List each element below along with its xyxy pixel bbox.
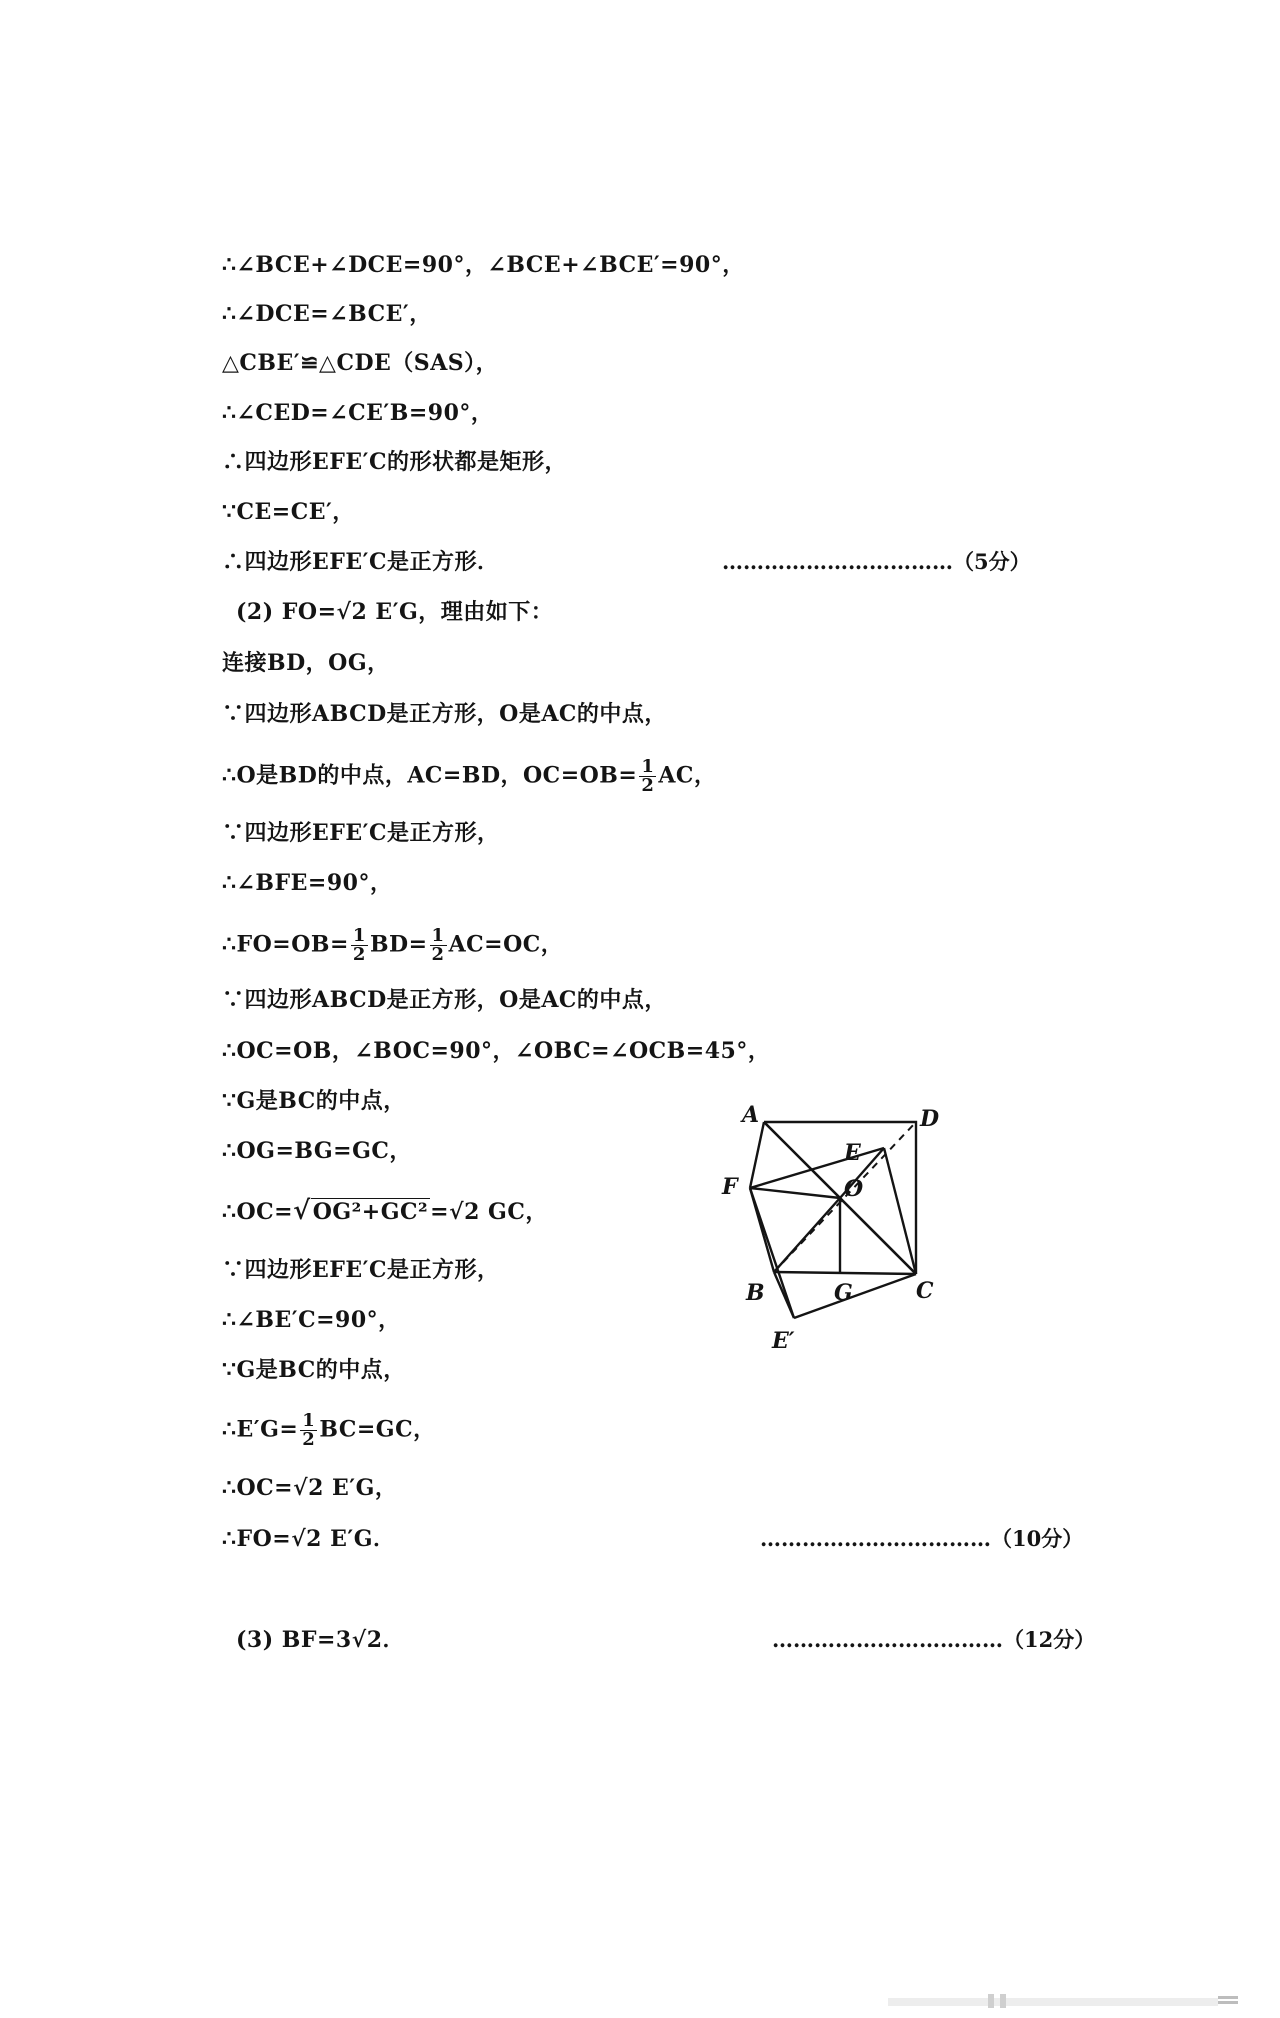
page-footer-bar xyxy=(888,1992,1248,2010)
solution-text: ∴E′G= xyxy=(222,1416,299,1443)
fraction-den: 2 xyxy=(641,775,655,796)
solution-line: ∵四边形EFE′C是正方形， xyxy=(222,820,500,846)
solution-line: ∴四边形EFE′C的形状都是矩形， xyxy=(222,449,567,475)
label-F: F xyxy=(722,1174,738,1200)
radical-sign: √ xyxy=(293,1196,311,1226)
solution-line-sqrt xyxy=(222,1196,548,1227)
solution-line: 连接BD，OG， xyxy=(222,650,390,676)
solution-text: ∴O是BD的中点，AC=BD，OC=OB= xyxy=(222,762,638,789)
solution-line: ∴OC=√2 E′G， xyxy=(222,1475,398,1501)
solution-text: AC， xyxy=(658,762,717,789)
label-O: O xyxy=(844,1176,864,1202)
part2-heading: (2) FO=√2 E′G，理由如下： xyxy=(236,599,554,625)
score-12: ……………………………（12分） xyxy=(772,1627,1096,1652)
solution-line: △CBE′≌△CDE（SAS）， xyxy=(222,350,499,376)
solution-line: ∵G是BC的中点， xyxy=(222,1357,406,1383)
solution-line: ∴OG=BG=GC， xyxy=(222,1138,412,1164)
label-A: A xyxy=(742,1102,760,1128)
solution-line: ∴∠CED=∠CE′B=90°， xyxy=(222,400,494,426)
solution-text: =√2 GC， xyxy=(430,1199,548,1225)
solution-line-fraction xyxy=(222,758,716,795)
solution-line: ∴四边形EFE′C是正方形． xyxy=(222,549,500,575)
fraction xyxy=(300,1412,317,1449)
radicand: OG²+GC² xyxy=(312,1199,429,1225)
solution-line: ∵G是BC的中点， xyxy=(222,1088,406,1114)
solution-line: ∵CE=CE′， xyxy=(222,499,355,525)
label-E: E xyxy=(844,1140,861,1166)
solution-line: ∵四边形ABCD是正方形，O是AC的中点， xyxy=(222,701,667,727)
solution-line-fraction xyxy=(222,1412,436,1449)
fraction-num: 1 xyxy=(352,925,366,946)
score-10: ……………………………（10分） xyxy=(760,1526,1084,1551)
solution-line: ∵四边形EFE′C是正方形， xyxy=(222,1257,500,1283)
solution-line: ∴∠DCE=∠BCE′， xyxy=(222,301,432,327)
geometry-figure-svg xyxy=(694,1090,964,1370)
score-5: ……………………………（5分） xyxy=(722,549,1031,574)
label-B: B xyxy=(746,1280,765,1306)
label-G: G xyxy=(834,1280,853,1306)
solution-line: ∴∠BCE+∠DCE=90°，∠BCE+∠BCE′=90°， xyxy=(222,252,745,278)
solution-line-fraction xyxy=(222,927,563,964)
geometry-figure xyxy=(694,1090,964,1370)
solution-text: BC=GC， xyxy=(319,1416,436,1443)
fraction xyxy=(639,758,656,795)
solution-text: BD= xyxy=(369,931,428,958)
solution-text: AC=OC， xyxy=(448,931,564,958)
solution-line: ∴∠BFE=90°， xyxy=(222,870,393,896)
solution-line: ∴∠BE′C=90°， xyxy=(222,1307,401,1333)
fraction-den: 2 xyxy=(352,944,366,965)
fraction-num: 1 xyxy=(431,925,445,946)
solution-line: ∴FO=√2 E′G． xyxy=(222,1526,396,1552)
fraction-num: 1 xyxy=(641,756,655,777)
fraction-den: 2 xyxy=(302,1429,316,1450)
fraction xyxy=(351,927,368,964)
part3-answer: (3) BF=3√2． xyxy=(236,1627,406,1653)
label-D: D xyxy=(920,1106,940,1132)
label-E-prime: E′ xyxy=(772,1328,795,1354)
solution-line: ∴OC=OB，∠BOC=90°，∠OBC=∠OCB=45°， xyxy=(222,1038,771,1064)
fraction-den: 2 xyxy=(431,944,445,965)
solution-text: ∴OC= xyxy=(222,1199,294,1225)
label-C: C xyxy=(916,1278,934,1304)
fraction xyxy=(430,927,447,964)
fraction-num: 1 xyxy=(302,1410,316,1431)
solution-text: ∴FO=OB= xyxy=(222,931,349,958)
solution-line: ∵四边形ABCD是正方形，O是AC的中点， xyxy=(222,987,667,1013)
